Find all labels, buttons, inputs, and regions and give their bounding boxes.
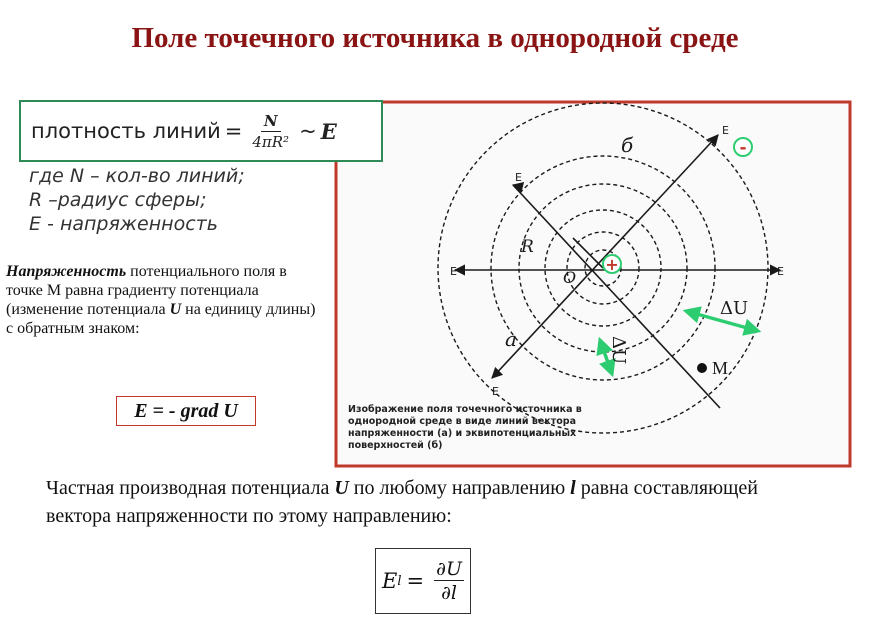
caption-line-4: поверхностей (б)	[348, 440, 443, 451]
grad-formula: E = - grad U	[116, 396, 256, 426]
e-label-bottom: E	[492, 385, 499, 398]
intensity-u: U	[169, 301, 182, 318]
e-label-left: E	[450, 265, 457, 278]
plus-label: +	[605, 255, 619, 274]
definition-r: R –радиус сферы;	[29, 189, 207, 211]
partial-text-3: равна составляющей вектора напряженности по этому направлению:	[46, 477, 759, 527]
intensity-text-1: потенциального поля в точке М равна градиенту потенциала (изменение потенциала	[6, 263, 287, 318]
intensity-text-2: на единицу длины) с обратным знаком:	[6, 301, 316, 337]
partial-l: l	[570, 477, 576, 499]
caption-line-3: напряженности (а) и эквипотенциальных	[348, 428, 577, 439]
el-eq: =	[406, 569, 425, 593]
e-label-top: E	[722, 124, 729, 137]
definition-e: E - напряженность	[29, 213, 218, 235]
e-label-upper-left: E	[515, 171, 522, 184]
partial-derivative-paragraph	[46, 474, 826, 530]
el-denominator: ∂l	[441, 582, 458, 604]
delta-u-left-label: ΔU	[608, 336, 629, 365]
label-b: б	[621, 133, 634, 157]
formula-approx: ~	[299, 119, 317, 143]
definitions-list	[29, 164, 245, 236]
minus-label: -	[739, 138, 747, 158]
point-m-label: M	[712, 358, 729, 378]
label-o: O	[563, 268, 577, 287]
el-fraction	[434, 558, 464, 604]
label-r: R	[521, 237, 534, 257]
caption-line-1: Изображение поля точечного источника в	[348, 404, 582, 415]
point-m-dot	[697, 363, 707, 373]
partial-u: U	[334, 477, 349, 499]
delta-u-right-label: ΔU	[720, 298, 749, 319]
page-title: Поле точечного источника в однородной среде	[131, 22, 739, 54]
el-formula	[375, 548, 471, 614]
label-a: а	[505, 327, 517, 351]
intensity-bold-word: Напряженность	[6, 263, 127, 280]
definition-n: где N – кол-во линий;	[29, 165, 245, 187]
caption-line-2: однородной среде в виде линий вектора	[348, 416, 576, 427]
intensity-paragraph	[6, 262, 316, 338]
formula-denominator: 4πR²	[252, 132, 290, 151]
partial-text-1: Частная производная потенциала	[46, 477, 335, 499]
formula-fraction	[252, 112, 289, 151]
formula-numerator: N	[261, 112, 281, 132]
partial-text-2: по любому направлению	[348, 477, 571, 499]
el-sub: l	[397, 573, 402, 589]
formula-eq: =	[224, 119, 243, 143]
el-lhs: E	[382, 569, 398, 593]
formula-prefix: плотность линий	[31, 119, 221, 143]
e-label-right: E	[777, 265, 784, 278]
el-numerator: ∂U	[436, 558, 462, 580]
line-density-formula	[19, 100, 383, 162]
formula-e: E	[320, 118, 337, 144]
